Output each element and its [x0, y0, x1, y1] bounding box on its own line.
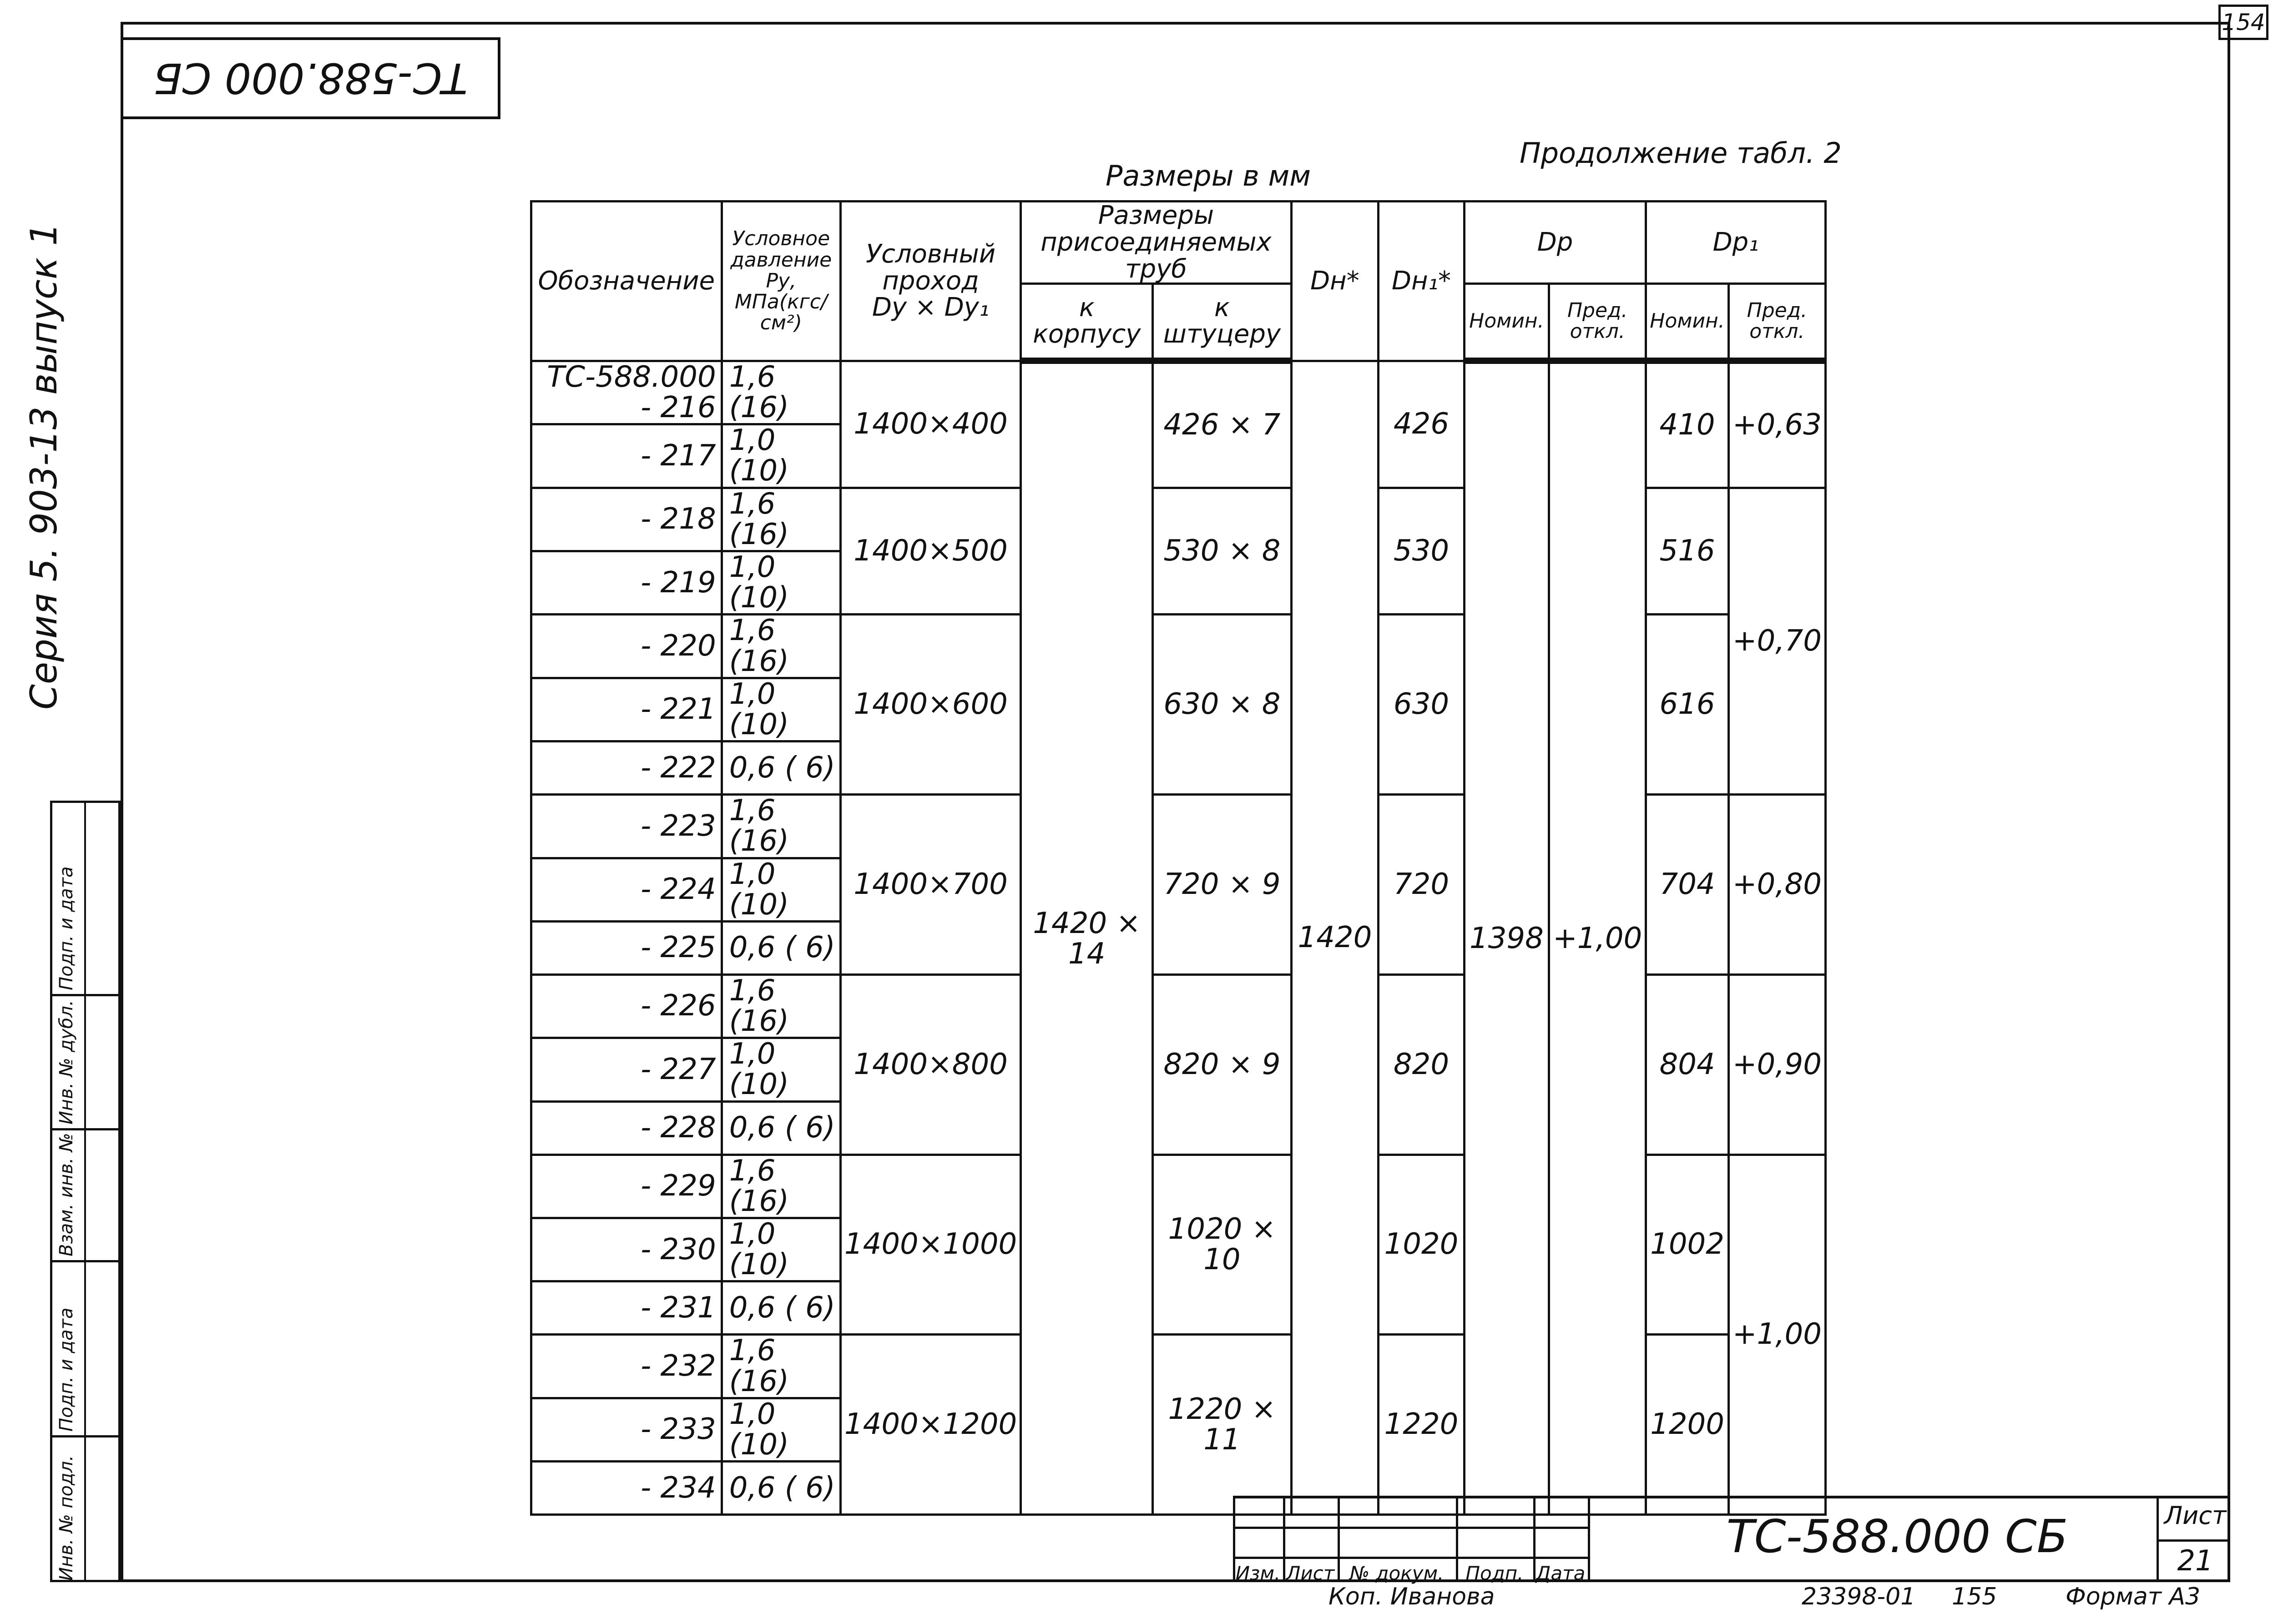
passage-cell: 1400×500	[840, 488, 1020, 615]
col-dp1-nom: Номин.	[1646, 284, 1729, 361]
side-row-vzam	[52, 1128, 118, 1260]
side-label: Подп. и дата	[56, 1307, 77, 1432]
table-row	[531, 361, 1826, 424]
passage-cell: 1400×400	[840, 361, 1020, 488]
dp1-nom-cell: 1002	[1646, 1155, 1729, 1335]
sheet-label: Лист	[2164, 1501, 2227, 1530]
col-pressure: Условное давление Ру, МПа(кгс/см²)	[722, 202, 840, 361]
col-passage: Условный проход Dу × Dу₁	[840, 202, 1020, 361]
stamp-line	[2157, 1539, 2230, 1542]
pressure-cell: 0,6 ( 6)	[722, 921, 840, 974]
pressure-cell: 1,0 (10)	[722, 1398, 840, 1461]
designation-cell: - 234	[531, 1462, 722, 1515]
passage-cell: 1400×1200	[840, 1335, 1020, 1515]
body-pipe-cell: 1420 × 14	[1021, 361, 1153, 1514]
dn1-cell: 820	[1379, 974, 1464, 1155]
pressure-cell: 1,6 (16)	[722, 795, 840, 858]
side-row-dubl	[52, 994, 118, 1128]
col-dp-dev: Пред. откл.	[1549, 284, 1646, 361]
dn1-cell: 720	[1379, 795, 1464, 975]
passage-cell: 1400×1000	[840, 1155, 1020, 1335]
designation-cell: - 229	[531, 1155, 722, 1218]
dn1-cell: 530	[1379, 488, 1464, 615]
title-block	[1233, 1496, 2230, 1582]
stamp-col-data: Дата	[1536, 1562, 1586, 1584]
dp1-nom-cell: 704	[1646, 795, 1729, 975]
corner-sheet-number: 154	[2218, 5, 2268, 40]
col-dp1: Dр₁	[1646, 202, 1826, 284]
pressure-cell: 0,6 ( 6)	[722, 1281, 840, 1335]
stamp-line	[1588, 1498, 1590, 1582]
designation-cell: - 218	[531, 488, 722, 551]
dp1-dev-cell: +0,63	[1728, 361, 1825, 488]
designation-cell: - 233	[531, 1398, 722, 1461]
sizes-note: Размеры в мм	[1106, 159, 1311, 192]
col-pipes: Размеры присоединяемых труб	[1021, 202, 1291, 284]
col-designation: Обозначение	[531, 202, 722, 361]
pressure-cell: 1,6 (16)	[722, 361, 840, 424]
stamp-line	[1233, 1527, 1588, 1529]
dp-nom-cell: 1398	[1464, 361, 1549, 1514]
fitting-pipe-cell: 426 × 7	[1153, 361, 1291, 488]
dp1-nom-cell: 516	[1646, 488, 1729, 615]
stamp-col-podp: Подп.	[1465, 1562, 1524, 1584]
pressure-cell: 1,6 (16)	[722, 1155, 840, 1218]
dn1-cell: 1220	[1379, 1335, 1464, 1515]
side-label: Инв. № подл.	[56, 1455, 77, 1581]
side-label: Взам. инв. №	[56, 1133, 77, 1256]
pressure-cell: 1,0 (10)	[722, 551, 840, 615]
designation-cell: - 231	[531, 1281, 722, 1335]
designation-cell: - 219	[531, 551, 722, 615]
col-pipes-fitting: к штуцеру	[1153, 284, 1291, 361]
fitting-pipe-cell: 530 × 8	[1153, 488, 1291, 615]
side-strip	[50, 801, 121, 1582]
designation-cell: - 221	[531, 678, 722, 741]
designation-cell: - 220	[531, 615, 722, 678]
page-number: 155	[1952, 1583, 1997, 1610]
dp-dev-cell: +1,00	[1549, 361, 1646, 1514]
designation-cell: - 232	[531, 1335, 722, 1398]
stamp-line	[1233, 1557, 1588, 1559]
col-dp1-dev: Пред. откл.	[1728, 284, 1825, 361]
fitting-pipe-cell: 1220 × 11	[1153, 1335, 1291, 1515]
dp1-dev-cell: +0,70	[1728, 488, 1825, 795]
format-label: Формат А3	[2066, 1583, 2201, 1610]
designation-cell: - 227	[531, 1038, 722, 1101]
passage-cell: 1400×800	[840, 974, 1020, 1155]
pressure-cell: 1,6 (16)	[722, 488, 840, 551]
pressure-cell: 1,0 (10)	[722, 424, 840, 488]
col-dp-nom: Номин.	[1464, 284, 1549, 361]
copied-by: Коп. Иванова	[1328, 1583, 1495, 1610]
pressure-cell: 1,6 (16)	[722, 974, 840, 1038]
col-dp: Dр	[1464, 202, 1646, 284]
side-row-inv-podl	[52, 1435, 118, 1584]
designation-cell: - 217	[531, 424, 722, 488]
designation-cell: - 228	[531, 1101, 722, 1155]
dp1-dev-cell: +0,80	[1728, 795, 1825, 975]
designation-cell: ТС-588.000 - 216	[531, 361, 722, 424]
designation-cell: - 224	[531, 858, 722, 921]
pressure-cell: 1,0 (10)	[722, 1038, 840, 1101]
pressure-cell: 0,6 ( 6)	[722, 1462, 840, 1515]
col-dn1: Dн₁*	[1379, 202, 1464, 361]
sheet-number: 21	[2177, 1544, 2213, 1577]
pressure-cell: 1,6 (16)	[722, 1335, 840, 1398]
stamp-col-dokum: № докум.	[1349, 1562, 1444, 1584]
dn-cell: 1420	[1291, 361, 1379, 1514]
passage-cell: 1400×700	[840, 795, 1020, 975]
passage-cell: 1400×600	[840, 615, 1020, 795]
dp1-dev-cell: +0,90	[1728, 974, 1825, 1155]
side-label: Инв. № дубл.	[56, 1000, 77, 1125]
document-code: ТС-588.000 СБ	[1726, 1510, 2068, 1563]
designation-cell: - 223	[531, 795, 722, 858]
designation-cell: - 226	[531, 974, 722, 1038]
fitting-pipe-cell: 720 × 9	[1153, 795, 1291, 975]
series-label: Серия 5. 903-13 выпуск 1	[23, 222, 65, 710]
stamp-col-list: Лист	[1286, 1562, 1335, 1584]
top-code-stamp: ТС-588.000 СБ	[121, 37, 500, 119]
pressure-cell: 0,6 ( 6)	[722, 1101, 840, 1155]
dp1-dev-cell: +1,00	[1728, 1155, 1825, 1515]
col-dn: Dн*	[1291, 202, 1379, 361]
fitting-pipe-cell: 1020 × 10	[1153, 1155, 1291, 1335]
side-row-podp1	[52, 1260, 118, 1435]
col-pipes-body: к корпусу	[1021, 284, 1153, 361]
dp1-nom-cell: 804	[1646, 974, 1729, 1155]
dn1-cell: 1020	[1379, 1155, 1464, 1335]
fitting-pipe-cell: 820 × 9	[1153, 974, 1291, 1155]
archive-number: 23398-01	[1802, 1583, 1916, 1610]
dimensions-table	[530, 200, 1827, 1516]
designation-cell: - 225	[531, 921, 722, 974]
dp1-nom-cell: 410	[1646, 361, 1729, 488]
pressure-cell: 1,0 (10)	[722, 678, 840, 741]
dp1-nom-cell: 1200	[1646, 1335, 1729, 1515]
pressure-cell: 1,0 (10)	[722, 858, 840, 921]
stamp-col-izm: Изм.	[1235, 1562, 1281, 1584]
pressure-cell: 1,6 (16)	[722, 615, 840, 678]
pressure-cell: 0,6 ( 6)	[722, 741, 840, 795]
dn1-cell: 426	[1379, 361, 1464, 488]
dp1-nom-cell: 616	[1646, 615, 1729, 795]
dn1-cell: 630	[1379, 615, 1464, 795]
continuation-note: Продолжение табл. 2	[1520, 136, 1842, 170]
pressure-cell: 1,0 (10)	[722, 1218, 840, 1281]
designation-cell: - 222	[531, 741, 722, 795]
fitting-pipe-cell: 630 × 8	[1153, 615, 1291, 795]
side-row-podp2	[52, 803, 118, 994]
designation-cell: - 230	[531, 1218, 722, 1281]
side-label: Подп. и дата	[56, 866, 77, 990]
